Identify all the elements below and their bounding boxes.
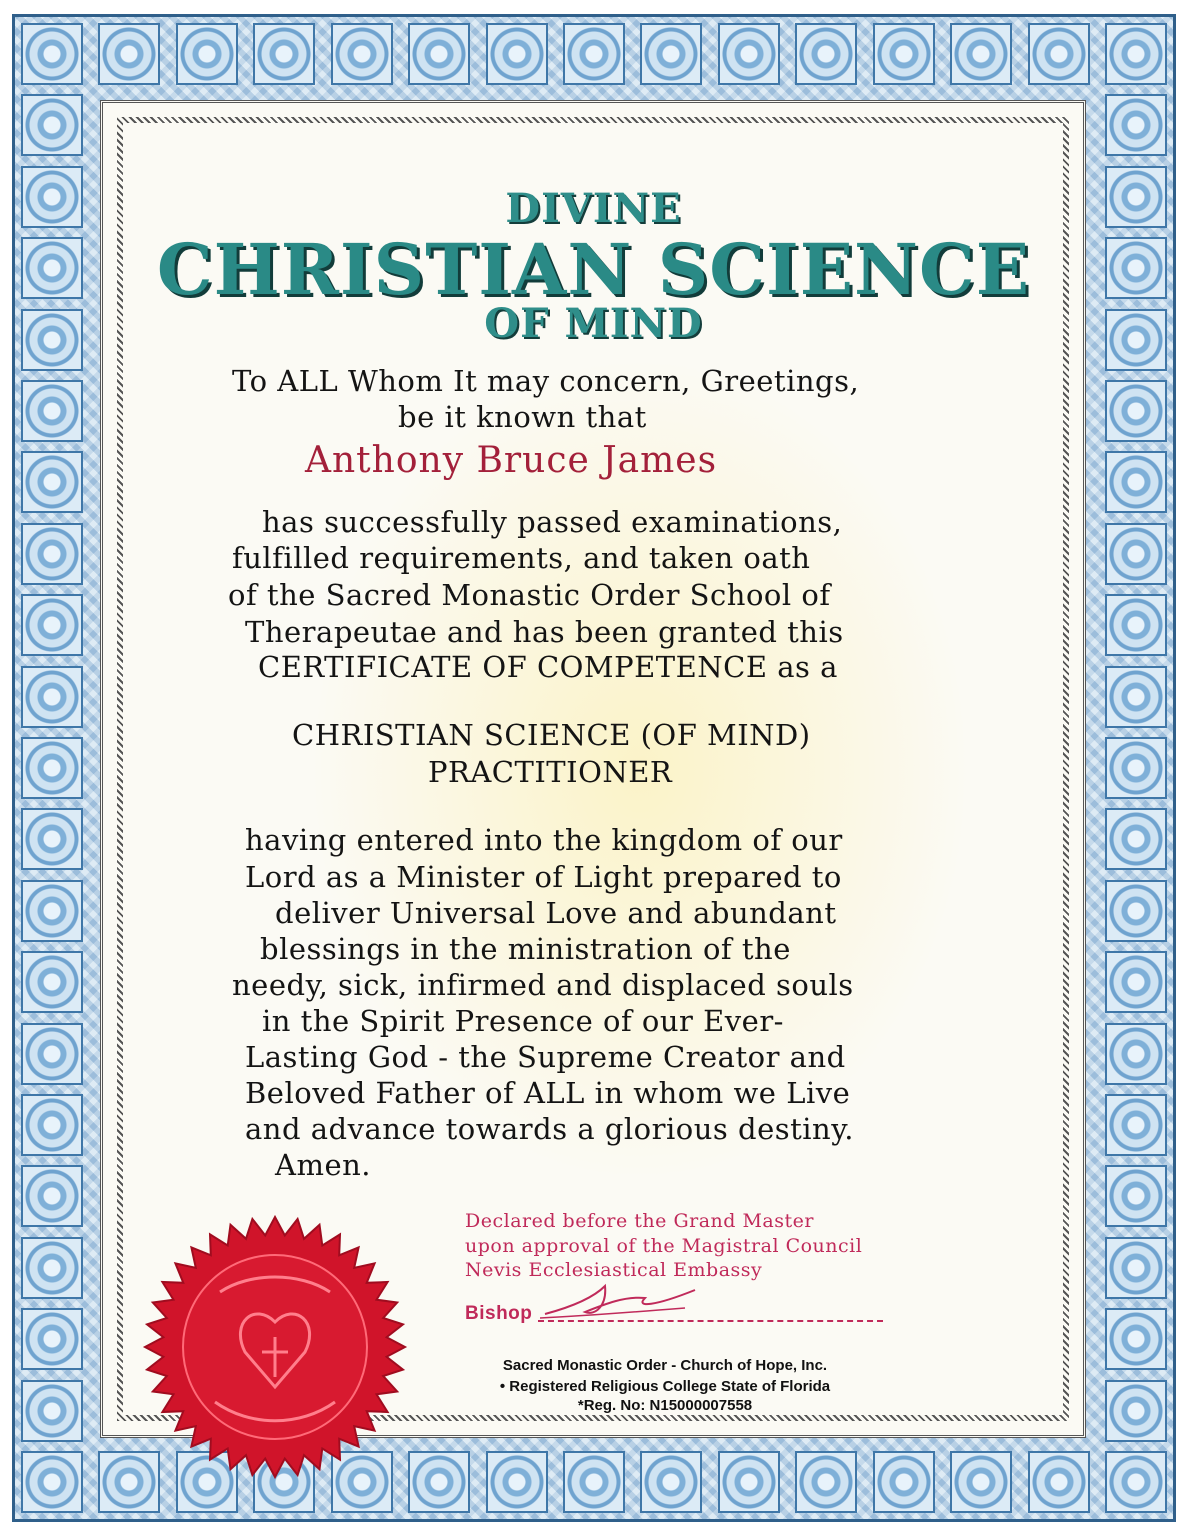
border-tile xyxy=(21,1023,83,1085)
border-tile xyxy=(873,23,935,85)
border-tile xyxy=(21,523,83,585)
border-tile xyxy=(1105,594,1167,656)
border-tile xyxy=(1105,1023,1167,1085)
border-tile xyxy=(21,594,83,656)
border-tile xyxy=(21,1237,83,1299)
footer-line-3: *Reg. No: N15000007558 xyxy=(577,1397,753,1414)
body-line: Lasting God - the Supreme Creator and xyxy=(245,1040,846,1074)
border-tile xyxy=(1105,808,1167,870)
border-tile xyxy=(21,1094,83,1156)
border-tile xyxy=(408,23,470,85)
border-tile xyxy=(873,1451,935,1513)
body-line: deliver Universal Love and abundant xyxy=(275,896,837,930)
declaration-line-3: Nevis Ecclesiastical Embassy xyxy=(465,1259,763,1281)
border-tile xyxy=(486,1451,548,1513)
body-line: blessings in the ministration of the xyxy=(260,932,791,966)
border-tile xyxy=(718,1451,780,1513)
recipient-name: Anthony Bruce James xyxy=(305,440,718,481)
border-tile xyxy=(253,23,315,85)
border-tile xyxy=(1105,951,1167,1013)
border-tile xyxy=(21,23,83,85)
signature-scribble xyxy=(535,1276,705,1326)
border-tile xyxy=(408,1451,470,1513)
border-tile xyxy=(795,1451,857,1513)
border-tile xyxy=(21,1380,83,1442)
border-tile xyxy=(1105,666,1167,728)
border-tile xyxy=(21,94,83,156)
border-tile xyxy=(1105,1165,1167,1227)
border-tile xyxy=(21,951,83,1013)
border-tile xyxy=(640,1451,702,1513)
title-line-2: CHRISTIAN SCIENCE xyxy=(156,228,1031,311)
border-tile xyxy=(1105,23,1167,85)
border-tile xyxy=(1105,1380,1167,1442)
footer-line-2: • Registered Religious College State of Florida xyxy=(499,1378,831,1395)
border-tile xyxy=(176,23,238,85)
red-seal-icon xyxy=(140,1212,410,1482)
border-tile xyxy=(718,23,780,85)
border-tile xyxy=(1105,1308,1167,1370)
greeting-line-1: To ALL Whom It may concern, Greetings, xyxy=(232,364,860,398)
body-line: and advance towards a glorious destiny. xyxy=(245,1112,854,1146)
border-tile xyxy=(1105,1094,1167,1156)
border-tile xyxy=(21,808,83,870)
declaration-line-1: Declared before the Grand Master xyxy=(465,1210,814,1232)
border-tile xyxy=(486,23,548,85)
footer-line-1: Sacred Monastic Order - Church of Hope, Inc. xyxy=(502,1357,828,1374)
body-line: Lord as a Minister of Light prepared to xyxy=(245,860,842,894)
border-tile xyxy=(21,1451,83,1513)
body-line: having entered into the kingdom of our xyxy=(245,823,843,857)
border-tile xyxy=(331,23,393,85)
practitioner-title-line-1: CHRISTIAN SCIENCE (OF MIND) xyxy=(292,718,811,752)
body-line: CERTIFICATE OF COMPETENCE as a xyxy=(258,650,838,684)
border-tile xyxy=(1105,1451,1167,1513)
border-tile xyxy=(640,23,702,85)
title-line-1: DIVINE xyxy=(505,185,682,232)
border-tile xyxy=(1105,451,1167,513)
border-tile xyxy=(563,23,625,85)
border-tile xyxy=(1105,380,1167,442)
border-tile xyxy=(1105,737,1167,799)
declaration-line-2: upon approval of the Magistral Council xyxy=(465,1235,863,1257)
border-tile xyxy=(950,1451,1012,1513)
border-tile xyxy=(950,23,1012,85)
greeting-line-2: be it known that xyxy=(398,400,647,434)
body-line: Amen. xyxy=(275,1148,371,1182)
border-tile xyxy=(21,880,83,942)
border-tile xyxy=(1028,23,1090,85)
border-tile xyxy=(1105,880,1167,942)
body-line: fulfilled requirements, and taken oath xyxy=(232,541,811,575)
border-tile xyxy=(1105,94,1167,156)
border-tile xyxy=(21,1165,83,1227)
body-line: Beloved Father of ALL in whom we Live xyxy=(245,1076,851,1110)
border-tile xyxy=(21,380,83,442)
border-tile xyxy=(563,1451,625,1513)
border-tile xyxy=(21,451,83,513)
signature-label: Bishop xyxy=(465,1303,533,1324)
practitioner-title-line-2: PRACTITIONER xyxy=(428,755,673,789)
border-tile xyxy=(21,666,83,728)
border-tile xyxy=(21,737,83,799)
border-tile xyxy=(1105,523,1167,585)
title-line-3: OF MIND xyxy=(484,300,703,347)
body-line: Therapeutae and has been granted this xyxy=(245,615,844,649)
border-tile xyxy=(1105,1237,1167,1299)
border-tile xyxy=(98,23,160,85)
body-line: has successfully passed examinations, xyxy=(262,505,843,539)
body-line: needy, sick, infirmed and displaced souls xyxy=(232,968,854,1002)
border-tile xyxy=(21,1308,83,1370)
border-tile xyxy=(1028,1451,1090,1513)
border-tile xyxy=(795,23,857,85)
body-line: of the Sacred Monastic Order School of xyxy=(228,578,831,612)
body-line: in the Spirit Presence of our Ever- xyxy=(262,1004,784,1038)
